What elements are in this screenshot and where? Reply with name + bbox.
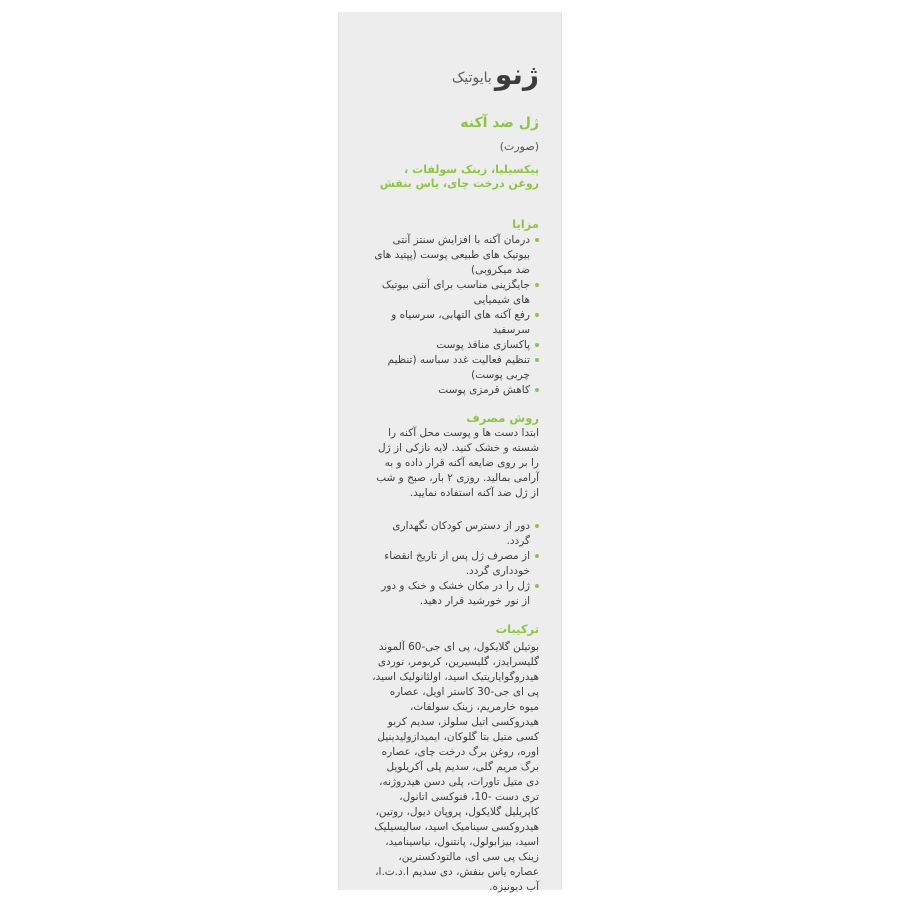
brand-logo: [381, 50, 539, 90]
list-item: درمان آکنه با افزایش سنتز آنتی بیوتیک های طبیعی پوست (پپتید های ضد میکروبی): [371, 233, 539, 278]
composition-title: ترکیبات: [495, 622, 539, 636]
warnings-list: [371, 519, 539, 609]
product-subtitle: (صورت): [499, 140, 539, 153]
bullet-icon: [535, 554, 539, 558]
list-item: دور از دسترس کودکان نگهداری گردد.: [371, 519, 539, 549]
list-item: تنظیم فعالیت غدد سباسه (تنظیم چربی پوست): [371, 353, 539, 383]
list-item: پاکسازی منافذ پوست: [371, 338, 539, 353]
bullet-icon: [535, 524, 539, 528]
bullet-icon: [535, 343, 539, 347]
brand-logo-sub: بایوتیک: [451, 70, 492, 86]
usage-title: روش مصرف: [466, 411, 539, 425]
bullet-icon: [535, 283, 539, 287]
brand-logo-main: ژنو: [494, 58, 539, 91]
list-item: رفع آکنه های التهابی، سرسیاه و سرسفید: [371, 308, 539, 338]
list-item: از مصرف ژل پس از تاریخ انقضاء خودداری گردد.: [371, 549, 539, 579]
key-ingredients: پیکسیلیا، زینک سولفات ، روغن درخت چای، یاس بنفش: [379, 163, 539, 190]
bullet-icon: [535, 388, 539, 392]
composition-text: بوتیلن گلایکول، پی ای جی-60 آلموند گلیسرایدز، گلیسیرین، کربومر، نوردی هیدروگوایاریتیک اسید، اولئانولیک اسید، پی ای جی-30 کاستر اویل، عصاره میوه خارمریم، زینک سولفات، هیدروکسی اتیل سلولز، سدیم کربو کسی متیل بتا گلوکان، ایمیدازولیدینیل اوره، روغن برگ درخت چای، عصاره برگ مریم گلی، سدیم پلی آکریلویل دی متیل تاورات، پلی دسن هیدروژنه، تری دست -10، فنوکسی اتانول، کاپریلیل گلایکول، پروپان دیول، روتین، هیدروکسی سینامیک اسید، سالیسیلیک اسید، بیزابولول، پانتنول، نیاسینامید، زینک پی سی ای، مالتودکسترین، عصاره یاس بنفش، دی سدیم ا.د.ت.ا، آب دیونیزه.: [372, 641, 539, 893]
bullet-icon: [535, 584, 539, 588]
benefits-list: [371, 233, 539, 398]
list-item: کاهش قرمزی پوست: [371, 383, 539, 398]
bullet-icon: [535, 238, 539, 242]
list-item: جایگزینی مناسب برای آنتی بیوتیک های شیمیایی: [371, 278, 539, 308]
label-content: [371, 0, 539, 900]
bullet-icon: [535, 313, 539, 317]
product-title: ژل ضد آکنه: [460, 115, 539, 131]
benefits-title: مزایا: [512, 217, 539, 231]
usage-text: ابتدا دست ها و پوست محل آکنه را شسته و خشک کنید. لایه نازکی از ژل را بر روی ضایعه آکنه قرار داده و به آرامی بمالید. روزی ۲ بار، صبح و شب از ژل ضد آکنه استفاده نمایید.: [376, 427, 539, 499]
list-item: ژل را در مکان خشک و خنک و دور از نور خورشید قرار دهید.: [371, 579, 539, 609]
bullet-icon: [535, 358, 539, 362]
